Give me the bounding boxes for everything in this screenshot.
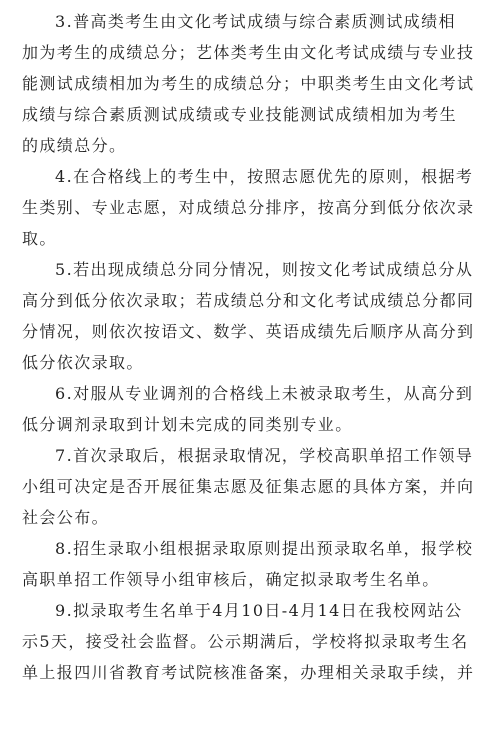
text-line: 单上报四川省教育考试院核准备案，办理相关录取手续，并 [22, 663, 475, 682]
text-line: 低分调剂录取到计划未完成的同类别专业。 [22, 415, 353, 434]
paragraph-6 [22, 378, 472, 440]
paragraph-7 [22, 440, 475, 533]
paragraph-5 [22, 254, 475, 378]
text-line: 小组可决定是否开展征集志愿及征集志愿的具体方案，并向 [22, 477, 475, 496]
text-line: 9.拟录取考生名单于4月10日-4月14日在我校网站公 [55, 601, 463, 620]
paragraph-9 [22, 595, 475, 688]
text-line: 4.在合格线上的考生中，按照志愿优先的原则，根据考 [55, 167, 474, 186]
text-line: 6.对服从专业调剂的合格线上未被录取考生，从高分到 [55, 384, 474, 403]
paragraph-8 [22, 533, 472, 595]
text-line: 高职单招工作领导小组审核后，确定拟录取考生名单。 [22, 570, 440, 589]
text-line: 低分依次录取。 [22, 353, 144, 372]
text-line: 分情况，则依次按语文、数学、英语成绩先后顺序从高分到 [22, 322, 475, 341]
text-line: 3.普高类考生由文化考试成绩与综合素质测试成绩相 [55, 12, 456, 31]
text-line: 加为考生的成绩总分；艺体类考生由文化考试成绩与专业技 [22, 43, 475, 62]
text-line: 8.招生录取小组根据录取原则提出预录取名单，报学校 [55, 539, 474, 558]
text-line: 7.首次录取后，根据录取情况，学校高职单招工作领导 [55, 446, 474, 465]
text-line: 社会公布。 [22, 508, 110, 527]
text-line: 能测试成绩相加为考生的成绩总分；中职类考生由文化考试 [22, 74, 475, 93]
paragraph-3 [22, 6, 475, 161]
text-line: 成绩与综合素质测试成绩或专业技能测试成绩相加为考生 [22, 105, 458, 124]
paragraph-4 [22, 161, 475, 254]
text-line: 示5天，接受社会监督。公示期满后，学校将拟录取考生名 [22, 632, 469, 651]
text-line: 高分到低分依次录取；若成绩总分和文化考试成绩总分都同 [22, 291, 475, 310]
text-line: 取。 [22, 229, 57, 248]
text-line: 生类别、专业志愿，对成绩总分排序，按高分到低分依次录 [22, 198, 475, 217]
text-line: 的成绩总分。 [22, 136, 127, 155]
text-line: 5.若出现成绩总分同分情况，则按文化考试成绩总分从 [55, 260, 474, 279]
